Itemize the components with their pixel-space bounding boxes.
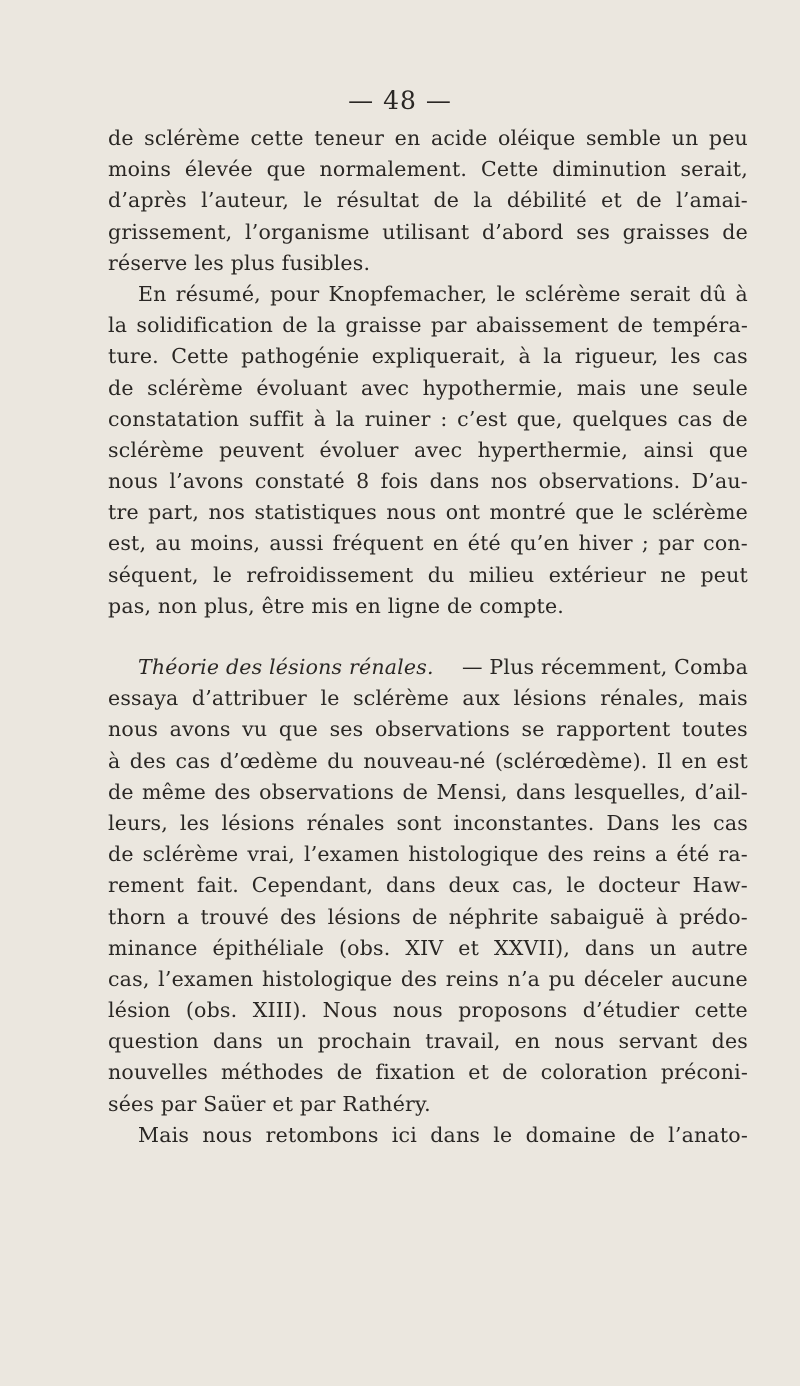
text-line: En résumé, pour Knopfemacher, le sclérème serait dû à [138, 281, 748, 306]
text-line: pas, non plus, être mis en ligne de compte. [108, 593, 565, 618]
text-line: moins élevée que normalement. Cette diminution serait, [108, 157, 748, 182]
text-line: nous l’avons constaté 8 fois dans nos observations. D’au- [108, 469, 748, 494]
text-line: de même des observations de Mensi, dans lesquelles, d’ail- [108, 779, 748, 804]
text-line: grissement, l’organisme utilisant d’abord ses graisses de [108, 219, 748, 244]
page-number: — 48 — [348, 86, 452, 115]
body-text [108, 123, 748, 1151]
section-heading: Théorie des lésions rénales. [138, 655, 434, 679]
text-line: question dans un prochain travail, en nous servant des [108, 1029, 748, 1054]
text-line: nouvelles méthodes de fixation et de coloration préconi- [108, 1060, 748, 1085]
text-line: de sclérème cette teneur en acide oléique semble un peu [108, 126, 748, 150]
paragraph-gap [108, 622, 748, 652]
text-line: minance épithéliale (obs. XIV et XXVII), dans un autre [108, 935, 748, 960]
text-line: réserve les plus fusibles. [108, 250, 371, 275]
heading-line-rest: — Plus récemment, Comba [461, 655, 748, 679]
text-line: à des cas d’œdème du nouveau-né (sclérœdème). Il en est [108, 748, 748, 773]
text-line: sclérème peuvent évoluer avec hyperthermie, ainsi que [108, 437, 748, 462]
text-line: de sclérème évoluant avec hypothermie, mais une seule [108, 375, 748, 400]
text-line: est, au moins, aussi fréquent en été qu’en hiver ; par con- [108, 531, 748, 556]
text-line: thorn a trouvé des lésions de néphrite sabaiguë à prédo- [108, 904, 748, 929]
text-line: rement fait. Cependant, dans deux cas, le docteur Haw- [108, 873, 748, 898]
text-line: d’après l’auteur, le résultat de la débilité et de l’amai- [108, 188, 748, 213]
text-line: constatation suffit à la ruiner : c’est que, quelques cas de [108, 406, 748, 431]
text-line: lésion (obs. XIII). Nous nous proposons d’étudier cette [108, 998, 748, 1023]
text-line: nous avons vu que ses observations se rapportent toutes [108, 717, 748, 742]
text-line: cas, l’examen histologique des reins n’a pu déceler aucune [108, 966, 748, 991]
text-line: essaya d’attribuer le sclérème aux lésions rénales, mais [108, 686, 748, 711]
text-line: séquent, le refroidissement du milieu extérieur ne peut [108, 562, 748, 587]
text-line: la solidification de la graisse par abaissement de tempéra- [108, 313, 748, 338]
text-line: sées par Saüer et par Rathéry. [108, 1091, 431, 1116]
text-line: Mais nous retombons ici dans le domaine de l’anato- [138, 1122, 748, 1147]
text-line: de sclérème vrai, l’examen histologique des reins a été ra- [108, 842, 748, 867]
text-line: leurs, les lésions rénales sont inconstantes. Dans les cas [108, 810, 748, 835]
text-line: ture. Cette pathogénie expliquerait, à la rigueur, les cas [108, 344, 748, 369]
text-line [108, 652, 748, 683]
text-line: tre part, nos statistiques nous ont montré que le sclérème [108, 500, 748, 525]
